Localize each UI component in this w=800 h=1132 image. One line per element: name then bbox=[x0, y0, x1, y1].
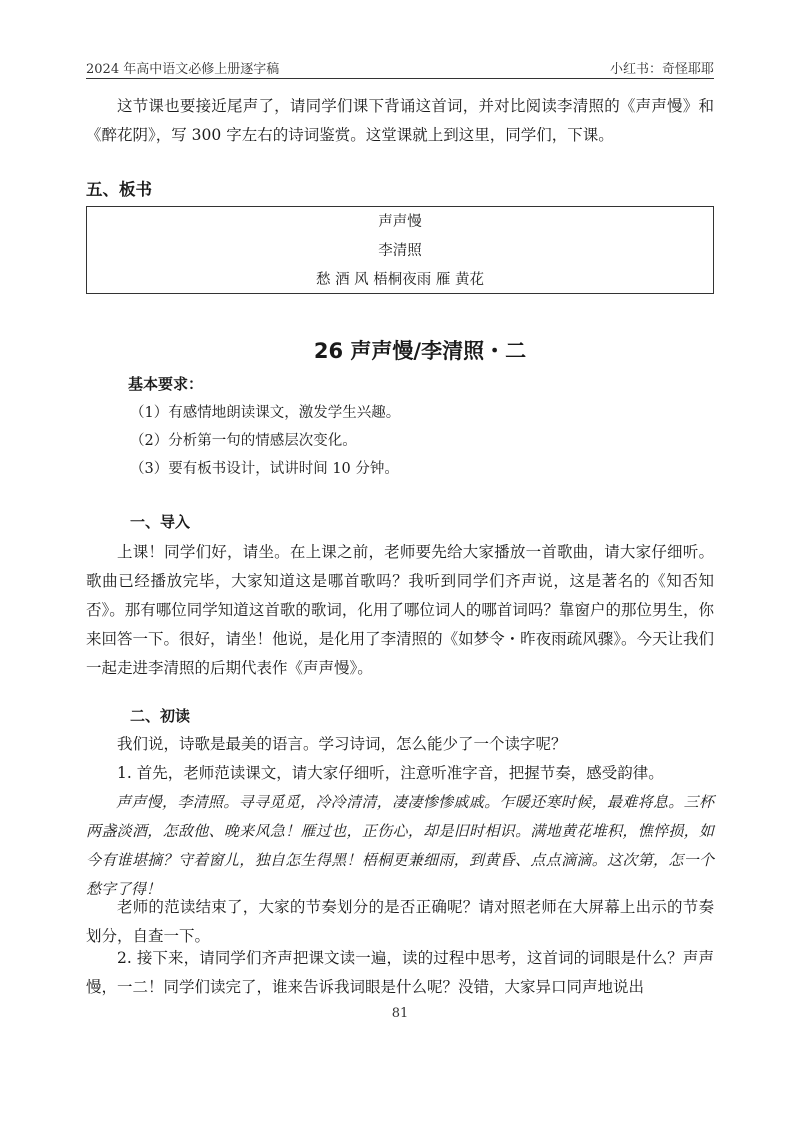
lesson-title: 26 声声慢/李清照・二 bbox=[313, 339, 527, 363]
reading-paragraph-4: 2. 接下来，请同学们齐声把课文读一遍，读的过程中思考，这首词的词眼是什么？声声慢，一二！同学们读完了，谁来告诉我词眼是什么呢？没错，大家异口同声地说出 bbox=[86, 949, 714, 996]
requirements-heading: 基本要求： bbox=[128, 375, 204, 393]
section-heading-board: 五、板书 bbox=[86, 180, 152, 199]
board-line-author: 李清照 bbox=[378, 243, 422, 259]
requirement-item: （1）有感情地朗读课文，激发学生兴趣。 bbox=[130, 405, 401, 421]
reading-paragraph-3: 老师的范读结束了，大家的节奏划分的是否正确呢？请对照老师在大屏幕上出示的节奏划分，自查一下。 bbox=[86, 898, 714, 945]
blackboard-box bbox=[86, 206, 714, 294]
header-doc-title: 2024 年高中语文必修上册逐字稿 bbox=[86, 62, 280, 77]
requirement-item: （2）分析第一句的情感层次变化。 bbox=[130, 433, 357, 449]
intro-section-text: 上课！同学们好，请坐。在上课之前，老师要先给大家播放一首歌曲，请大家仔细听。歌曲已经播放完毕，大家知道这是哪首歌吗？我听到同学们齐声说，这是著名的《知否知否》。那有哪位同学知道这首歌的歌词，化用了哪位词人的哪首词吗？靠窗户的那位男生，你来回答一下。很好，请坐！他说，是化用了李清照的《如梦令・昨夜雨疏风骤》。今天让我们一起走进李清照的后期代表作《声声慢》。 bbox=[86, 543, 714, 677]
board-line-title: 声声慢 bbox=[378, 214, 422, 230]
reading-paragraph-1: 我们说，诗歌是最美的语言。学习诗词，怎么能少了一个读字呢？ bbox=[117, 735, 567, 753]
section-heading-first-reading: 二、初读 bbox=[130, 707, 191, 725]
section-heading-intro: 一、导入 bbox=[130, 513, 191, 531]
page-header bbox=[86, 56, 714, 79]
reading-paragraph-2: 1. 首先，老师范读课文，请大家仔细听，注意听准字音，把握节奏，感受韵律。 bbox=[117, 764, 664, 782]
poem-text: 声声慢，李清照。寻寻觅觅，冷冷清清，凄凄惨惨戚戚。乍暖还寒时候，最难将息。三杯两盏淡酒，怎敌他、晚来风急！雁过也，正伤心，却是旧时相识。满地黄花堆积，憔悴损，如今有谁堪摘？守着窗儿，独自怎生得黑！梧桐更兼细雨，到黄昏、点点滴滴。这次第，怎一个愁字了得！ bbox=[86, 793, 714, 898]
page-number: 81 bbox=[391, 1006, 409, 1021]
header-author: 小红书：奇怪耶耶 bbox=[609, 62, 714, 77]
board-line-imagery: 愁 酒 风 梧桐夜雨 雁 黄花 bbox=[315, 272, 485, 288]
closing-paragraph: 这节课也要接近尾声了，请同学们课下背诵这首词，并对比阅读李清照的《声声慢》和《醉花阴》，写 300 字左右的诗词鉴赏。这堂课就上到这里，同学们，下课。 bbox=[86, 97, 714, 144]
requirement-item: （3）要有板书设计，试讲时间 10 分钟。 bbox=[130, 461, 399, 477]
